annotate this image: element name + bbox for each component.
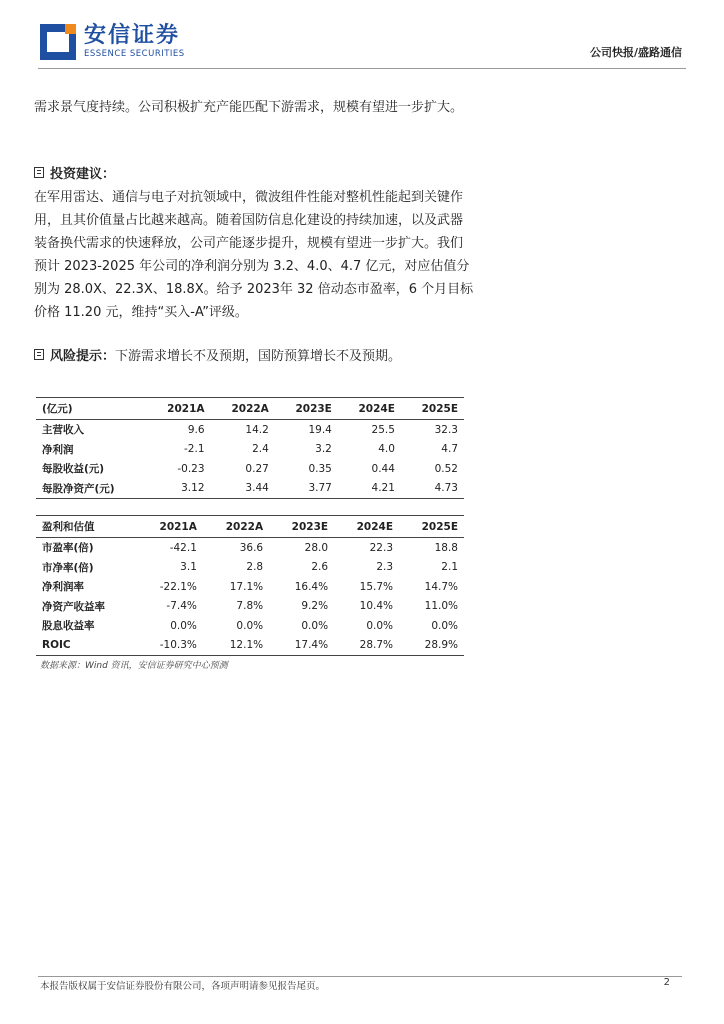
- financial-summary-table: [36, 397, 464, 499]
- table-cell: 0.35: [308, 462, 332, 475]
- table-cell: 28.0: [304, 541, 329, 554]
- table-cell: -22.1%: [159, 580, 197, 593]
- table-cell: 2.8: [246, 561, 264, 574]
- table-cell: 16.4%: [294, 580, 329, 593]
- logo-cn-text: 安信证券: [84, 23, 181, 48]
- table-header-cell: 2024E: [338, 398, 401, 420]
- table-row: [36, 459, 464, 479]
- table-cell: 32.3: [434, 423, 458, 436]
- table-row: [36, 597, 464, 617]
- table-cell: 0.0%: [236, 619, 264, 632]
- table-cell: -7.4%: [166, 600, 197, 613]
- table-header-cell: 2025E: [399, 516, 464, 538]
- table-cell: 3.2: [315, 443, 332, 456]
- table-cell: ROIC: [42, 639, 71, 652]
- table-row: [36, 479, 464, 499]
- table-cell: 净资产收益率: [42, 600, 105, 613]
- table-cell: 4.0: [378, 443, 395, 456]
- table-cell: 市盈率(倍): [42, 542, 94, 555]
- risk-heading: [34, 345, 401, 364]
- table-cell: 22.3: [369, 541, 394, 554]
- table-cell: 25.5: [371, 423, 395, 436]
- table-cell: 每股净资产(元): [42, 482, 115, 495]
- table-cell: -42.1: [169, 541, 197, 554]
- risk-text: 下游需求增长不及预期，国防预算增长不及预期。: [115, 349, 402, 364]
- table-cell: 0.52: [434, 462, 458, 475]
- table-header-cell: 2023E: [275, 398, 338, 420]
- table-row: [36, 558, 464, 578]
- table-cell: 市净率(倍): [42, 561, 94, 574]
- table-header-cell: 2024E: [334, 516, 399, 538]
- table-cell: 28.9%: [424, 639, 458, 652]
- header-divider: [38, 68, 686, 69]
- table-header-cell: 2021A: [146, 398, 210, 420]
- table-cell: 3.44: [245, 482, 269, 495]
- table-cell: 11.0%: [424, 600, 458, 613]
- table-cell: 36.6: [239, 541, 264, 554]
- table-cell: 18.8: [434, 541, 458, 554]
- footer-disclaimer: 本报告版权属于安信证券股份有限公司，各项声明请参见报告尾页。: [40, 981, 326, 992]
- table-cell: 17.1%: [229, 580, 264, 593]
- investment-paragraph: 在军用雷达、通信与电子对抗领域中，微波组件性能对整机性能起到关键作用，且其价值量占比越来越高。随着国防信息化建设的持续加速，以及武器装备换代需求的快速释放，公司产能逐步提升，规模有望进一步扩大。我们预计 2023-2025 年公司的净利润分别为 3.2、4.0、4.7 亿元，对应估值分别为 28.0X、22.3X、18.8X。给予 2023年 32 倍动态市盈率，6 个月目标价格 11.20 元，维持“买入-A”评级。: [34, 190, 474, 320]
- table-row: [36, 420, 464, 440]
- report-type: 公司快报/盛路通信: [589, 46, 682, 59]
- table-cell: 14.2: [245, 423, 269, 436]
- footer-divider: [38, 976, 682, 977]
- table-cell: 0.0%: [431, 619, 458, 632]
- table-cell: 0.0%: [366, 619, 394, 632]
- page-number: 2: [663, 977, 670, 988]
- table-cell: 3.1: [180, 561, 197, 574]
- table-cell: 净利润: [42, 443, 74, 456]
- table-cell: 0.0%: [301, 619, 329, 632]
- table-cell: -0.23: [177, 462, 205, 475]
- table-header-cell: 2022A: [211, 398, 275, 420]
- table-row: [36, 636, 464, 656]
- list-icon: [34, 167, 44, 178]
- table-cell: 14.7%: [424, 580, 458, 593]
- logo-mark-icon: [40, 24, 76, 60]
- table-cell: 12.1%: [229, 639, 264, 652]
- table-cell: 4.7: [441, 443, 458, 456]
- table-cell: 0.44: [371, 462, 395, 475]
- table-cell: 9.6: [187, 423, 205, 436]
- investment-heading-text: 投资建议：: [50, 167, 116, 182]
- table-cell: -2.1: [184, 443, 205, 456]
- table-header-cell: 2025E: [401, 398, 464, 420]
- table-cell: 4.21: [371, 482, 395, 495]
- table-cell: 2.6: [311, 561, 329, 574]
- table-header-cell: 2021A: [137, 516, 203, 538]
- table-cell: 股息收益率: [42, 620, 95, 633]
- table-cell: 19.4: [308, 423, 332, 436]
- table-cell: 2.4: [252, 443, 269, 456]
- table-cell: 2.3: [376, 561, 394, 574]
- table-cell: 15.7%: [359, 580, 394, 593]
- table-cell: 10.4%: [359, 600, 394, 613]
- table-cell: 2.1: [441, 561, 458, 574]
- table-cell: -10.3%: [159, 639, 197, 652]
- investment-heading: [34, 163, 115, 182]
- data-source-note: 数据来源：Wind 资讯，安信证券研究中心预测: [40, 661, 228, 671]
- list-icon: [34, 349, 44, 360]
- table-cell: 主营收入: [42, 424, 84, 437]
- table-cell: 4.73: [434, 482, 458, 495]
- table-cell: 28.7%: [359, 639, 394, 652]
- table-header-row: [36, 516, 464, 538]
- table-header-row: [36, 398, 464, 420]
- table-header-cell: 2023E: [269, 516, 334, 538]
- table-row: [36, 440, 464, 460]
- table-cell: 17.4%: [294, 639, 329, 652]
- valuation-table: [36, 515, 464, 656]
- intro-paragraph: 需求景气度持续。公司积极扩充产能匹配下游需求，规模有望进一步扩大。: [34, 100, 464, 115]
- table-row: [36, 577, 464, 597]
- table-header-cell: 2022A: [203, 516, 269, 538]
- table-cell: 净利润率: [42, 581, 84, 594]
- table-row: [36, 616, 464, 636]
- company-logo: [40, 24, 185, 60]
- risk-heading-text: 风险提示：: [50, 349, 116, 364]
- table-cell: 3.12: [181, 482, 205, 495]
- table-cell: 每股收益(元): [42, 463, 105, 476]
- table-cell: 9.2%: [301, 600, 329, 613]
- logo-en-text: ESSENCE SECURITIES: [84, 49, 185, 59]
- table-cell: 0.27: [245, 462, 269, 475]
- table-row: [36, 538, 464, 558]
- table-header-cell: (亿元): [36, 398, 146, 420]
- table-cell: 7.8%: [236, 600, 264, 613]
- table-cell: 0.0%: [170, 619, 197, 632]
- table-header-cell: 盈利和估值: [36, 516, 137, 538]
- table-cell: 3.77: [308, 482, 332, 495]
